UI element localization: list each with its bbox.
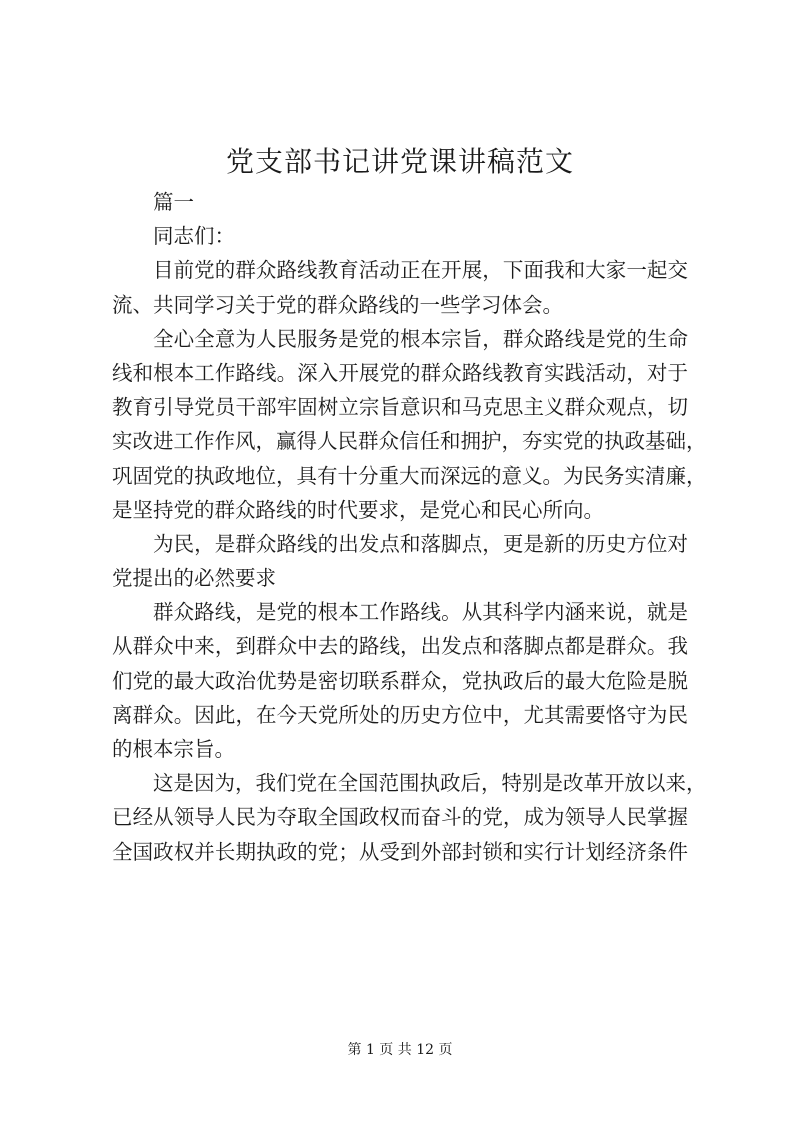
text-line: 目前党的群众路线教育活动正在开展，下面我和大家一起交 <box>153 258 688 283</box>
document-body <box>112 185 707 869</box>
text-line: 这是因为，我们党在全国范围执政后，特别是改革开放以来， <box>153 771 707 796</box>
text-line: 同志们： <box>153 224 235 249</box>
text-line: 全国政权并长期执政的党；从受到外部封锁和实行计划经济条件 <box>112 839 688 864</box>
text-line: 篇一 <box>153 190 194 214</box>
text-line: 实改进工作作风，赢得人民群众信任和拥护，夯实党的执政基础， <box>112 429 707 454</box>
text-line: 从群众中来，到群众中去的路线，出发点和落脚点都是群众。我 <box>112 634 688 659</box>
text-line: 流、共同学习关于党的群众路线的一些学习体会。 <box>112 292 563 317</box>
page-footer: 第 1 页 共 12 页 <box>347 1042 453 1058</box>
text-line: 为民，是群众路线的出发点和落脚点，更是新的历史方位对 <box>153 531 688 556</box>
text-line: 线和根本工作路线。深入开展党的群众路线教育实践活动，对于 <box>112 360 688 385</box>
text-line: 的根本宗旨。 <box>112 737 235 761</box>
document-title: 党支部书记讲党课讲稿范文 <box>225 145 574 178</box>
text-line: 离群众。因此，在今天党所处的历史方位中，尤其需要恪守为民 <box>112 702 688 727</box>
text-line: 群众路线，是党的根本工作路线。从其科学内涵来说，就是 <box>153 600 688 625</box>
text-line: 教育引导党员干部牢固树立宗旨意识和马克思主义群众观点，切 <box>112 395 688 420</box>
text-line: 全心全意为人民服务是党的根本宗旨，群众路线是党的生命 <box>153 326 688 351</box>
text-line: 党提出的必然要求 <box>112 566 276 591</box>
text-line: 们党的最大政治优势是密切联系群众，党执政后的最大危险是脱 <box>112 668 688 693</box>
text-line: 是坚持党的群众路线的时代要求，是党心和民心所向。 <box>112 497 604 522</box>
text-line: 巩固党的执政地位，具有十分重大而深远的意义。为民务实清廉， <box>112 463 707 488</box>
text-line: 已经从领导人民为夺取全国政权而奋斗的党，成为领导人民掌握 <box>112 805 688 830</box>
